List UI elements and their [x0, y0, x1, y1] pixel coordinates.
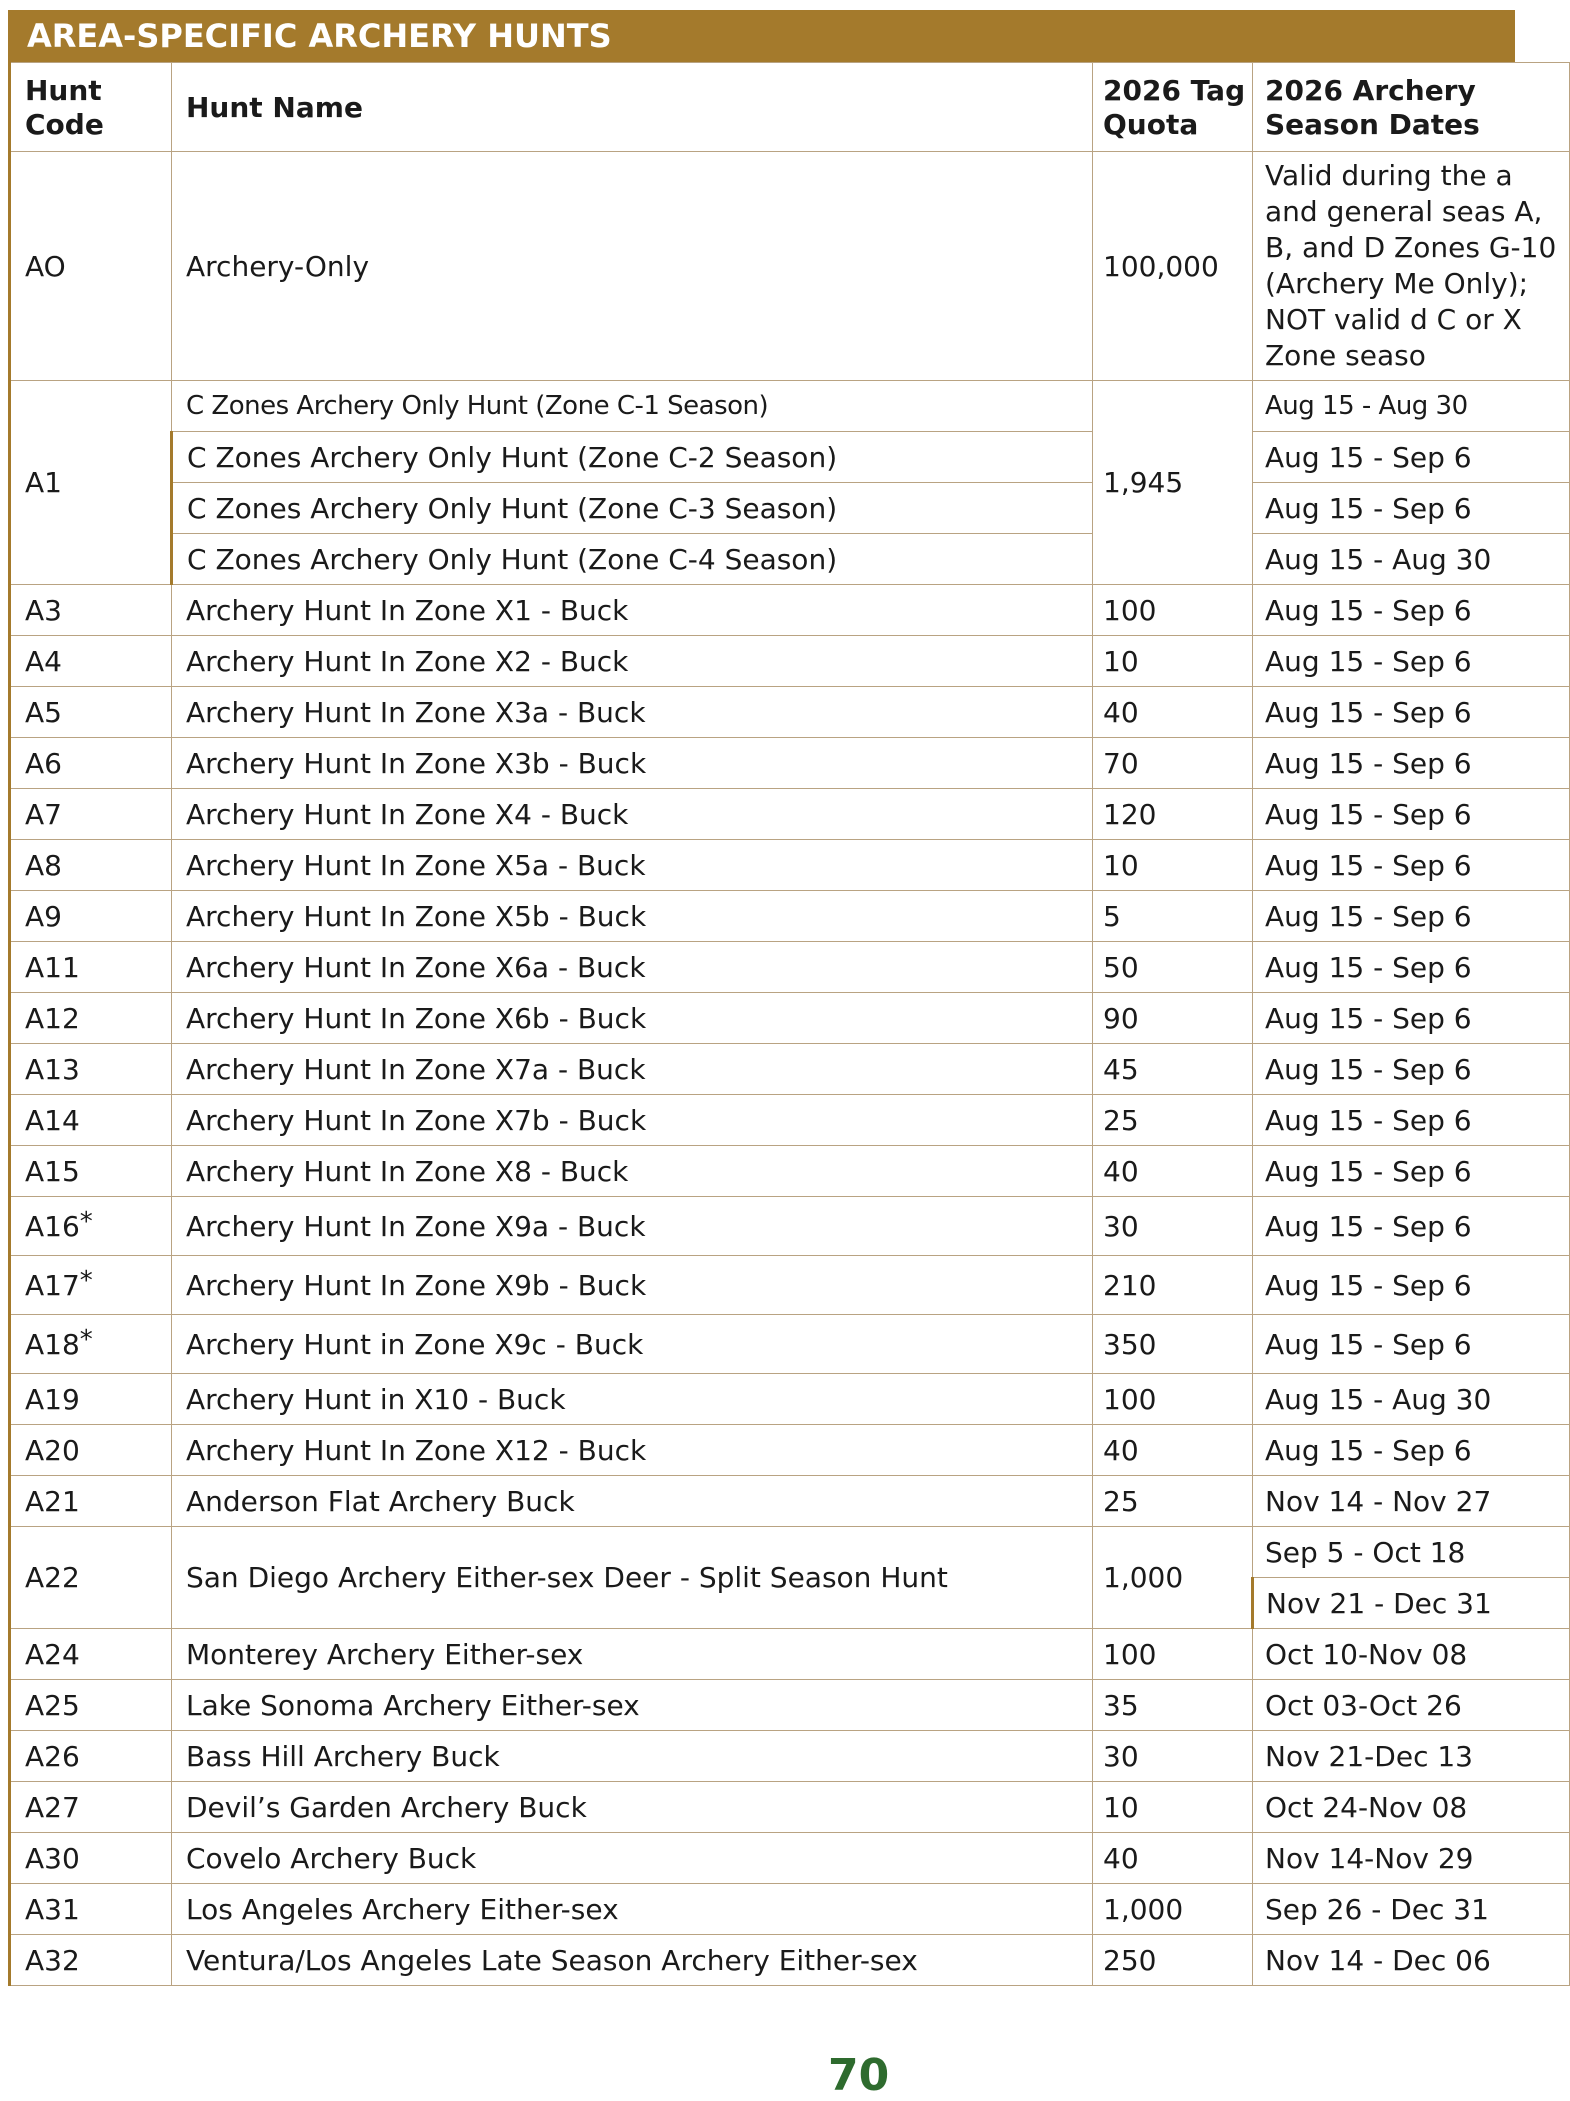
tag-quota: 1,000	[1093, 1527, 1253, 1629]
hunt-code-text: A5	[25, 695, 62, 729]
hunt-name: Archery Hunt In Zone X7b - Buck	[172, 1095, 1093, 1146]
hunt-code-text: A26	[25, 1739, 80, 1773]
hunt-code	[10, 1146, 172, 1197]
table-row	[10, 636, 1570, 687]
hunt-code	[10, 993, 172, 1044]
hunt-name: Anderson Flat Archery Buck	[172, 1476, 1093, 1527]
hunt-code	[10, 1256, 172, 1315]
hunt-code	[10, 1044, 172, 1095]
table-row	[10, 687, 1570, 738]
table-row	[10, 483, 1570, 534]
hunt-name: Archery Hunt In Zone X12 - Buck	[172, 1425, 1093, 1476]
season-dates: Aug 15 - Aug 30	[1253, 534, 1570, 585]
hunt-code-text: A9	[25, 899, 62, 933]
season-dates: Nov 14 - Dec 06	[1253, 1935, 1570, 1986]
hunt-code-text: A7	[25, 797, 62, 831]
season-dates: Nov 14 - Nov 27	[1253, 1476, 1570, 1527]
hunt-name: Archery-Only	[172, 152, 1093, 381]
hunt-code	[10, 1629, 172, 1680]
season-dates: Aug 15 - Sep 6	[1253, 1315, 1570, 1374]
table-row	[10, 1680, 1570, 1731]
hunt-name: Monterey Archery Either-sex	[172, 1629, 1093, 1680]
hunt-code: A22	[10, 1527, 172, 1629]
hunt-code	[10, 1833, 172, 1884]
season-dates: Aug 15 - Sep 6	[1253, 1256, 1570, 1315]
header-hunt-code: Hunt Code	[10, 63, 172, 152]
hunt-name: C Zones Archery Only Hunt (Zone C-2 Season)	[172, 432, 1093, 483]
hunt-code-text: A8	[25, 848, 62, 882]
hunt-code-text: A31	[25, 1892, 80, 1926]
season-dates: Aug 15 - Aug 30	[1253, 381, 1570, 432]
hunt-name: Archery Hunt In Zone X2 - Buck	[172, 636, 1093, 687]
tag-quota: 70	[1093, 738, 1253, 789]
hunt-code-text: A3	[25, 593, 62, 627]
hunt-code-text: A13	[25, 1052, 80, 1086]
hunt-code	[10, 585, 172, 636]
hunt-name: C Zones Archery Only Hunt (Zone C-4 Season)	[172, 534, 1093, 585]
table-title: AREA-SPECIFIC ARCHERY HUNTS	[8, 10, 1515, 62]
season-dates: Sep 5 - Oct 18	[1253, 1527, 1570, 1578]
table-row	[10, 1629, 1570, 1680]
hunt-name: Lake Sonoma Archery Either-sex	[172, 1680, 1093, 1731]
hunt-code-text: A19	[25, 1382, 80, 1416]
hunt-code	[10, 636, 172, 687]
hunt-code	[10, 942, 172, 993]
hunt-name: Archery Hunt In Zone X6b - Buck	[172, 993, 1093, 1044]
season-dates: Nov 21-Dec 13	[1253, 1731, 1570, 1782]
season-dates: Aug 15 - Sep 6	[1253, 993, 1570, 1044]
table-row	[10, 1527, 1570, 1578]
hunt-code: A1	[10, 381, 172, 585]
hunt-code	[10, 1476, 172, 1527]
hunt-code	[10, 1884, 172, 1935]
tag-quota: 10	[1093, 636, 1253, 687]
table-row	[10, 738, 1570, 789]
hunt-code-text: A4	[25, 644, 62, 678]
hunt-code-text: A25	[25, 1688, 80, 1722]
hunt-name: Archery Hunt In Zone X7a - Buck	[172, 1044, 1093, 1095]
table-row	[10, 152, 1570, 381]
tag-quota: 250	[1093, 1935, 1253, 1986]
hunt-name: Archery Hunt In Zone X8 - Buck	[172, 1146, 1093, 1197]
tag-quota: 100,000	[1093, 152, 1253, 381]
hunt-code	[10, 1731, 172, 1782]
tag-quota: 1,000	[1093, 1884, 1253, 1935]
season-dates: Aug 15 - Sep 6	[1253, 483, 1570, 534]
tag-quota: 120	[1093, 789, 1253, 840]
table-row	[10, 534, 1570, 585]
hunt-name: Archery Hunt in X10 - Buck	[172, 1374, 1093, 1425]
footnote-asterisk: *	[79, 1206, 93, 1237]
tag-quota: 25	[1093, 1476, 1253, 1527]
table-row	[10, 1095, 1570, 1146]
table-row	[10, 891, 1570, 942]
season-dates: Aug 15 - Sep 6	[1253, 636, 1570, 687]
hunt-code-text: A32	[25, 1943, 80, 1977]
table-row	[10, 1197, 1570, 1256]
tag-quota: 1,945	[1093, 381, 1253, 585]
tag-quota: 40	[1093, 1425, 1253, 1476]
hunt-name: C Zones Archery Only Hunt (Zone C-1 Season)	[172, 381, 1093, 432]
tag-quota: 25	[1093, 1095, 1253, 1146]
table-row	[10, 1315, 1570, 1374]
hunt-code-text: A20	[25, 1433, 80, 1467]
hunt-name: Archery Hunt In Zone X5a - Buck	[172, 840, 1093, 891]
tag-quota: 30	[1093, 1197, 1253, 1256]
header-tag-quota: 2026 Tag Quota	[1093, 63, 1253, 152]
header-row	[10, 63, 1570, 152]
season-dates: Sep 26 - Dec 31	[1253, 1884, 1570, 1935]
hunt-code	[10, 1197, 172, 1256]
hunt-code	[10, 1680, 172, 1731]
tag-quota: 90	[1093, 993, 1253, 1044]
hunt-name: Archery Hunt In Zone X3a - Buck	[172, 687, 1093, 738]
season-dates: Oct 03-Oct 26	[1253, 1680, 1570, 1731]
tag-quota: 40	[1093, 1146, 1253, 1197]
tag-quota: 45	[1093, 1044, 1253, 1095]
season-dates: Aug 15 - Sep 6	[1253, 687, 1570, 738]
table-row	[10, 1782, 1570, 1833]
hunt-name: Archery Hunt In Zone X4 - Buck	[172, 789, 1093, 840]
hunt-code-text: A27	[25, 1790, 80, 1824]
tag-quota: 5	[1093, 891, 1253, 942]
hunt-name: C Zones Archery Only Hunt (Zone C-3 Season)	[172, 483, 1093, 534]
tag-quota: 100	[1093, 1629, 1253, 1680]
hunt-name: Devil’s Garden Archery Buck	[172, 1782, 1093, 1833]
hunt-code	[10, 1425, 172, 1476]
hunt-code-text: A17	[25, 1268, 80, 1302]
table-row	[10, 840, 1570, 891]
tag-quota: 10	[1093, 840, 1253, 891]
table-row	[10, 1256, 1570, 1315]
hunt-code	[10, 840, 172, 891]
table-row	[10, 1731, 1570, 1782]
season-dates: Aug 15 - Sep 6	[1253, 432, 1570, 483]
tag-quota: 40	[1093, 1833, 1253, 1884]
tag-quota: 350	[1093, 1315, 1253, 1374]
page-number: 70	[828, 2050, 890, 2101]
hunt-code-text: A21	[25, 1484, 80, 1518]
season-dates: Valid during the a and general seas A, B, and D Zones G-10 (Archery Me Only); NOT valid d C or X Zone seaso	[1253, 152, 1570, 381]
table-row	[10, 993, 1570, 1044]
tag-quota: 100	[1093, 1374, 1253, 1425]
hunt-code	[10, 1935, 172, 1986]
footnote-asterisk: *	[79, 1265, 93, 1296]
table-row	[10, 789, 1570, 840]
season-dates: Aug 15 - Sep 6	[1253, 891, 1570, 942]
hunt-name: Archery Hunt In Zone X1 - Buck	[172, 585, 1093, 636]
hunt-name: Archery Hunt In Zone X6a - Buck	[172, 942, 1093, 993]
table-row	[10, 381, 1570, 432]
season-dates: Aug 15 - Sep 6	[1253, 1425, 1570, 1476]
hunt-code	[10, 738, 172, 789]
season-dates: Aug 15 - Aug 30	[1253, 1374, 1570, 1425]
season-dates: Oct 10-Nov 08	[1253, 1629, 1570, 1680]
hunt-code-text: A6	[25, 746, 62, 780]
hunt-code-text: A15	[25, 1154, 80, 1188]
hunt-code	[10, 1315, 172, 1374]
season-dates: Nov 14-Nov 29	[1253, 1833, 1570, 1884]
tag-quota: 100	[1093, 585, 1253, 636]
hunt-name: Archery Hunt in Zone X9c - Buck	[172, 1315, 1093, 1374]
season-dates: Aug 15 - Sep 6	[1253, 1095, 1570, 1146]
table-row	[10, 1833, 1570, 1884]
hunt-name: Bass Hill Archery Buck	[172, 1731, 1093, 1782]
season-dates: Aug 15 - Sep 6	[1253, 1146, 1570, 1197]
season-dates: Oct 24-Nov 08	[1253, 1782, 1570, 1833]
season-dates: Nov 21 - Dec 31	[1253, 1578, 1570, 1629]
hunt-code	[10, 789, 172, 840]
table-row	[10, 1044, 1570, 1095]
hunt-code: AO	[10, 152, 172, 381]
table-row	[10, 1884, 1570, 1935]
hunt-code	[10, 1782, 172, 1833]
hunt-name: Archery Hunt In Zone X3b - Buck	[172, 738, 1093, 789]
table-row	[10, 432, 1570, 483]
hunt-code	[10, 1095, 172, 1146]
hunt-code	[10, 891, 172, 942]
hunt-name: Archery Hunt In Zone X5b - Buck	[172, 891, 1093, 942]
hunt-code-text: A11	[25, 950, 80, 984]
table-row	[10, 1935, 1570, 1986]
table-row	[10, 1146, 1570, 1197]
tag-quota: 50	[1093, 942, 1253, 993]
season-dates: Aug 15 - Sep 6	[1253, 738, 1570, 789]
tag-quota: 30	[1093, 1731, 1253, 1782]
season-dates: Aug 15 - Sep 6	[1253, 942, 1570, 993]
hunt-code-text: A12	[25, 1001, 80, 1035]
season-dates: Aug 15 - Sep 6	[1253, 789, 1570, 840]
hunt-code-text: A14	[25, 1103, 80, 1137]
tag-quota: 40	[1093, 687, 1253, 738]
header-season-dates: 2026 Archery Season Dates	[1253, 63, 1570, 152]
table-row	[10, 942, 1570, 993]
hunt-code	[10, 687, 172, 738]
tag-quota: 10	[1093, 1782, 1253, 1833]
hunt-name: San Diego Archery Either-sex Deer - Split Season Hunt	[172, 1527, 1093, 1629]
hunt-code-text: A16	[25, 1209, 80, 1243]
hunt-code-text: A24	[25, 1637, 80, 1671]
hunt-code	[10, 1374, 172, 1425]
table-row	[10, 1476, 1570, 1527]
hunt-name: Los Angeles Archery Either-sex	[172, 1884, 1093, 1935]
season-dates: Aug 15 - Sep 6	[1253, 1044, 1570, 1095]
archery-hunts-table	[8, 62, 1570, 1986]
hunt-name: Ventura/Los Angeles Late Season Archery Either-sex	[172, 1935, 1093, 1986]
season-dates: Aug 15 - Sep 6	[1253, 1197, 1570, 1256]
hunt-name: Archery Hunt In Zone X9b - Buck	[172, 1256, 1093, 1315]
season-dates: Aug 15 - Sep 6	[1253, 840, 1570, 891]
hunt-code-text: A30	[25, 1841, 80, 1875]
season-dates: Aug 15 - Sep 6	[1253, 585, 1570, 636]
tag-quota: 35	[1093, 1680, 1253, 1731]
table-row	[10, 1425, 1570, 1476]
tag-quota: 210	[1093, 1256, 1253, 1315]
table-row	[10, 585, 1570, 636]
header-hunt-name: Hunt Name	[172, 63, 1093, 152]
hunt-name: Covelo Archery Buck	[172, 1833, 1093, 1884]
hunt-code-text: A18	[25, 1327, 80, 1361]
table-row	[10, 1374, 1570, 1425]
footnote-asterisk: *	[79, 1324, 93, 1355]
hunts-table-container	[8, 10, 1557, 1986]
hunt-name: Archery Hunt In Zone X9a - Buck	[172, 1197, 1093, 1256]
